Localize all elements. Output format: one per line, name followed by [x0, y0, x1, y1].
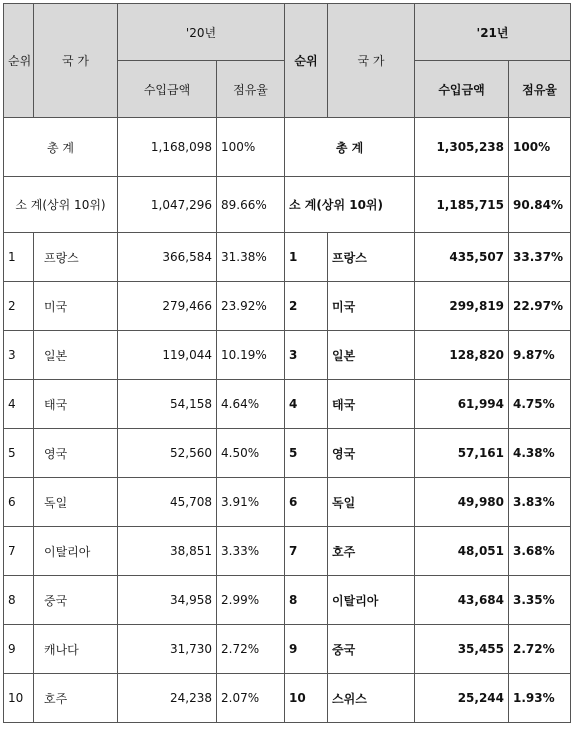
import-ranking-table [3, 3, 571, 723]
share-cell-21: 1.93% [509, 674, 571, 723]
rank-cell-21: 4 [285, 380, 328, 429]
share-cell-20: 3.91% [217, 478, 285, 527]
amount-cell-21: 48,051 [415, 527, 509, 576]
header-share-20: 점유율 [217, 61, 285, 118]
share-cell-20: 31.38% [217, 233, 285, 282]
share-cell-21: 3.83% [509, 478, 571, 527]
country-cell-20: 이탈리아 [34, 527, 118, 576]
header-amount-20: 수입금액 [118, 61, 217, 118]
country-cell-21: 호주 [328, 527, 415, 576]
share-cell-21: 4.38% [509, 429, 571, 478]
country-cell-21: 미국 [328, 282, 415, 331]
total-label-20: 총 계 [4, 118, 118, 177]
rank-cell-20: 10 [4, 674, 34, 723]
share-cell-21: 3.68% [509, 527, 571, 576]
share-cell-21: 2.72% [509, 625, 571, 674]
table-row [4, 380, 571, 429]
amount-cell-20: 45,708 [118, 478, 217, 527]
rank-cell-20: 2 [4, 282, 34, 331]
rank-cell-21: 9 [285, 625, 328, 674]
table-row [4, 527, 571, 576]
share-cell-20: 4.64% [217, 380, 285, 429]
subtotal-label-20: 소 계(상위 10위) [4, 177, 118, 233]
country-cell-20: 영국 [34, 429, 118, 478]
rank-cell-21: 3 [285, 331, 328, 380]
amount-cell-20: 119,044 [118, 331, 217, 380]
total-label-21: 총 계 [285, 118, 415, 177]
country-cell-21: 일본 [328, 331, 415, 380]
country-cell-20: 캐나다 [34, 625, 118, 674]
total-row [4, 118, 571, 177]
share-cell-20: 2.99% [217, 576, 285, 625]
share-cell-20: 2.72% [217, 625, 285, 674]
country-cell-20: 태국 [34, 380, 118, 429]
amount-cell-20: 279,466 [118, 282, 217, 331]
amount-cell-20: 24,238 [118, 674, 217, 723]
amount-cell-21: 57,161 [415, 429, 509, 478]
subtotal-label-21: 소 계(상위 10위) [285, 177, 415, 233]
header-rank-21: 순위 [285, 4, 328, 118]
header-amount-21: 수입금액 [415, 61, 509, 118]
amount-cell-20: 34,958 [118, 576, 217, 625]
rank-cell-20: 8 [4, 576, 34, 625]
amount-cell-20: 38,851 [118, 527, 217, 576]
total-amount-21: 1,305,238 [415, 118, 509, 177]
header-row-1 [4, 4, 571, 61]
country-cell-21: 영국 [328, 429, 415, 478]
rank-cell-20: 9 [4, 625, 34, 674]
rank-cell-20: 6 [4, 478, 34, 527]
country-cell-20: 중국 [34, 576, 118, 625]
share-cell-20: 10.19% [217, 331, 285, 380]
amount-cell-21: 25,244 [415, 674, 509, 723]
share-cell-20: 3.33% [217, 527, 285, 576]
subtotal-amount-21: 1,185,715 [415, 177, 509, 233]
country-cell-21: 스위스 [328, 674, 415, 723]
table-row [4, 429, 571, 478]
amount-cell-21: 128,820 [415, 331, 509, 380]
amount-cell-21: 61,994 [415, 380, 509, 429]
table-row [4, 674, 571, 723]
header-country-21: 국 가 [328, 4, 415, 118]
rank-cell-20: 3 [4, 331, 34, 380]
rank-cell-21: 1 [285, 233, 328, 282]
share-cell-20: 2.07% [217, 674, 285, 723]
subtotal-amount-20: 1,047,296 [118, 177, 217, 233]
country-cell-20: 일본 [34, 331, 118, 380]
table-row [4, 576, 571, 625]
country-cell-21: 독일 [328, 478, 415, 527]
header-rank-20: 순위 [4, 4, 34, 118]
share-cell-21: 4.75% [509, 380, 571, 429]
country-cell-20: 프랑스 [34, 233, 118, 282]
country-cell-20: 미국 [34, 282, 118, 331]
amount-cell-21: 299,819 [415, 282, 509, 331]
share-cell-21: 3.35% [509, 576, 571, 625]
country-cell-21: 프랑스 [328, 233, 415, 282]
country-cell-21: 중국 [328, 625, 415, 674]
amount-cell-20: 366,584 [118, 233, 217, 282]
amount-cell-20: 54,158 [118, 380, 217, 429]
amount-cell-21: 43,684 [415, 576, 509, 625]
amount-cell-20: 52,560 [118, 429, 217, 478]
rank-cell-21: 7 [285, 527, 328, 576]
header-share-21: 점유율 [509, 61, 571, 118]
table-row [4, 478, 571, 527]
share-cell-21: 22.97% [509, 282, 571, 331]
rank-cell-21: 10 [285, 674, 328, 723]
header-country-20: 국 가 [34, 4, 118, 118]
subtotal-share-21: 90.84% [509, 177, 571, 233]
total-amount-20: 1,168,098 [118, 118, 217, 177]
rank-cell-21: 6 [285, 478, 328, 527]
table-row [4, 233, 571, 282]
total-share-20: 100% [217, 118, 285, 177]
table-row [4, 331, 571, 380]
total-share-21: 100% [509, 118, 571, 177]
country-cell-21: 이탈리아 [328, 576, 415, 625]
country-cell-21: 태국 [328, 380, 415, 429]
table-row [4, 625, 571, 674]
rank-cell-21: 5 [285, 429, 328, 478]
amount-cell-21: 435,507 [415, 233, 509, 282]
share-cell-21: 33.37% [509, 233, 571, 282]
rank-cell-20: 5 [4, 429, 34, 478]
amount-cell-20: 31,730 [118, 625, 217, 674]
rank-cell-20: 4 [4, 380, 34, 429]
subtotal-share-20: 89.66% [217, 177, 285, 233]
country-cell-20: 독일 [34, 478, 118, 527]
share-cell-20: 23.92% [217, 282, 285, 331]
share-cell-21: 9.87% [509, 331, 571, 380]
amount-cell-21: 49,980 [415, 478, 509, 527]
header-year-20: '20년 [118, 4, 285, 61]
header-year-21: '21년 [415, 4, 571, 61]
country-cell-20: 호주 [34, 674, 118, 723]
share-cell-20: 4.50% [217, 429, 285, 478]
amount-cell-21: 35,455 [415, 625, 509, 674]
rank-cell-21: 2 [285, 282, 328, 331]
subtotal-row [4, 177, 571, 233]
rank-cell-21: 8 [285, 576, 328, 625]
table-row [4, 282, 571, 331]
rank-cell-20: 7 [4, 527, 34, 576]
rank-cell-20: 1 [4, 233, 34, 282]
